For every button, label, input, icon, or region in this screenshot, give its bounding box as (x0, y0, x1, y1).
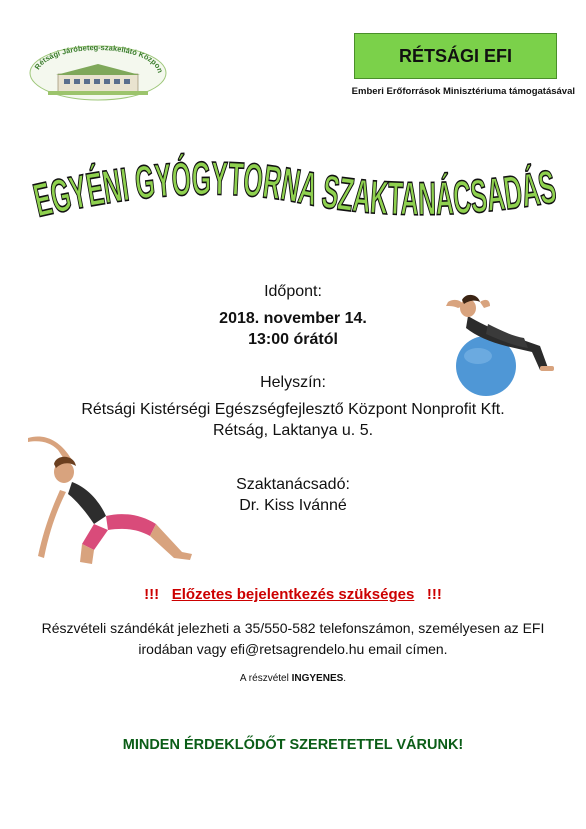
location-label: Helyszín: (260, 374, 326, 391)
notice-prefix: !!! (144, 586, 160, 603)
free-note-suffix: . (343, 673, 347, 684)
headline-text: EGYÉNI GYÓGYTORNA SZAKTANÁCSADÁ (30, 150, 559, 227)
participation-line1: Részvételi szándékát jelezheti a 35/550-582 telefonszámon, személyesen az EFI (41, 620, 545, 636)
svg-text:EGYÉNI GYÓGYTORNA SZAKTANÁCSAD (30, 151, 559, 226)
side-stretch-photo (22, 428, 197, 574)
headline (30, 145, 570, 255)
efi-title-box (354, 33, 557, 79)
location-line2: Rétság, Laktanya u. 5. (212, 422, 374, 439)
location-line1: Rétsági Kistérségi Egészségfejlesztő Központ Nonprofit Kft. (81, 401, 505, 418)
footer-welcome: MINDEN ÉRDEKLŐDŐT SZERETETTEL VÁRUNK! (122, 737, 464, 753)
free-note-emph: INGYENES (291, 673, 344, 684)
event-hour: 13:00 órától (248, 331, 338, 348)
notice-text: Előzetes bejelentkezés szükséges (171, 586, 415, 603)
clinic-logo (28, 44, 168, 102)
notice-suffix: !!! (426, 586, 442, 603)
event-date: 2018. november 14. (219, 310, 367, 327)
exercise-ball-photo (428, 278, 560, 396)
free-note (0, 673, 586, 684)
participation-line2: irodában vagy efi@retsagrendelo.hu email címen. (138, 641, 448, 657)
logo-text: Rétsági Járóbeteg-szakellátó Közpon (32, 44, 165, 74)
time-label: Időpont: (264, 283, 322, 300)
advisor-label: Szaktanácsadó: (236, 476, 350, 493)
advisor-name: Dr. Kiss Ivánné (239, 497, 347, 514)
registration-notice (0, 586, 586, 603)
free-note-prefix: A részvétel (239, 673, 289, 684)
efi-title: RÉTSÁGI EFI (398, 45, 512, 66)
sponsor-line: Emberi Erőforrások Minisztériuma támogatásával (351, 86, 575, 97)
